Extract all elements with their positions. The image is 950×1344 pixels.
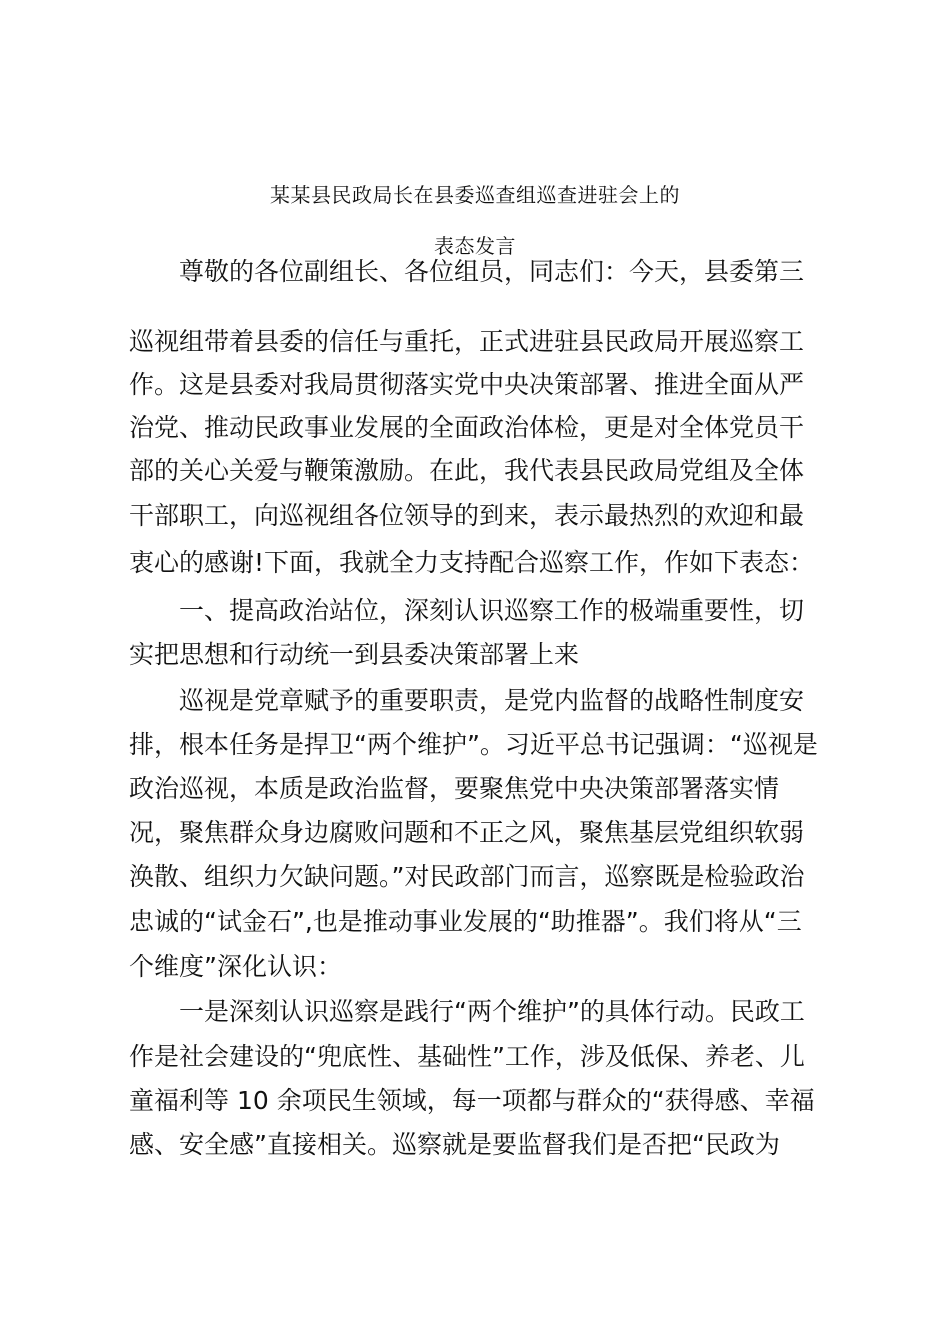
- paragraph-line: 干部职工，向巡视组各位领导的到来，表示最热烈的欢迎和最: [129, 501, 805, 530]
- paragraph-line: 感、安全感”直接相关。巡察就是要监督我们是否把“民政为: [129, 1130, 780, 1159]
- section-heading-line: 实把思想和行动统一到县委决策部署上来: [129, 640, 580, 669]
- paragraph-line: 作。这是县委对我局贯彻落实党中央决策部署、推进全面从严: [129, 370, 805, 399]
- paragraph-line: 部的关心关爱与鞭策激励。在此，我代表县民政局党组及全体: [129, 456, 805, 485]
- paragraph-line: 童福利等 10 余项民生领域，每一项都与群众的“获得感、幸福: [129, 1086, 815, 1115]
- paragraph-line: 政治巡视，本质是政治监督，要聚焦党中央决策部署落实情: [129, 774, 780, 803]
- paragraph-line: 衷心的感谢!下面，我就全力支持配合巡察工作，作如下表态：: [129, 548, 815, 577]
- paragraph-line: 作是社会建设的“兜底性、基础性”工作，涉及低保、养老、儿: [129, 1042, 805, 1071]
- paragraph-line: 个维度”深化认识：: [129, 952, 342, 981]
- paragraph-line: 况，聚焦群众身边腐败问题和不正之风，聚焦基层党组织软弱: [129, 818, 805, 847]
- document-title-line-1: 某某县民政局长在县委巡查组巡查进驻会上的: [270, 183, 680, 207]
- paragraph-line: 尊敬的各位副组长、各位组员，同志们：今天，县委第三: [179, 257, 805, 286]
- paragraph-line: 排，根本任务是捍卫“两个维护”。习近平总书记强调：“巡视是: [129, 730, 818, 759]
- paragraph-line: 治党、推动民政事业发展的全面政治体检，更是对全体党员干: [129, 413, 805, 442]
- document-title-line-2: 表态发言: [434, 234, 516, 258]
- paragraph-line: 巡视是党章赋予的重要职责，是党内监督的战略性制度安: [179, 686, 805, 715]
- paragraph-line: 巡视组带着县委的信任与重托，正式进驻县民政局开展巡察工: [129, 327, 805, 356]
- paragraph-line: 忠诚的“试金石”,也是推动事业发展的“助推器”。我们将从“三: [129, 907, 802, 936]
- paragraph-line: 涣散、组织力欠缺问题。”对民政部门而言，巡察既是检验政治: [129, 862, 805, 891]
- section-heading-line: 一、提高政治站位，深刻认识巡察工作的极端重要性，切: [179, 596, 805, 625]
- paragraph-line: 一是深刻认识巡察是践行“两个维护”的具体行动。民政工: [179, 997, 805, 1026]
